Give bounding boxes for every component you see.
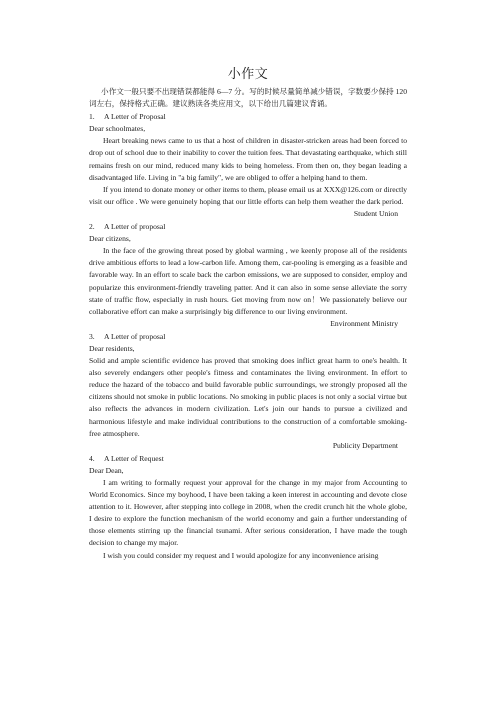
letter-signature: Environment Ministry <box>330 318 398 328</box>
page-title: 小作文 <box>227 66 269 81</box>
letter-salutation: Dear residents, <box>89 343 135 353</box>
letter-heading-text: A Letter of Proposal <box>104 112 166 122</box>
letter-3 <box>89 331 407 452</box>
letter-4 <box>89 453 407 562</box>
letter-number: 3. <box>89 331 95 341</box>
letter-number: 2. <box>89 222 95 232</box>
letter-heading <box>89 221 407 233</box>
document-content <box>89 86 407 562</box>
letter-heading <box>89 331 407 343</box>
letter-heading-text: A Letter of Request <box>104 453 164 463</box>
letter-heading <box>89 111 407 123</box>
letter-1 <box>89 111 407 220</box>
letter-salutation: Dear citizens, <box>89 234 131 244</box>
letter-paragraph: I wish you could consider my request and I would apologize for any inconvenience arising <box>103 550 379 560</box>
letter-salutation: Dear schoolmates, <box>89 124 146 134</box>
letter-paragraph: Solid and ample scientific evidence has proved that smoking does inflict great harm to one's health. It also severely endangers other people's fitness and contaminates the living environment. In effort to reduce the hazard of the tobacco and build favorable public surroundings, we strongly proposed all the citizens should not smoke in public locations. No smoking in public places is not only a social virtue but also reflects the advances in modern civilization. Let's join our hands to pursue a civilized and harmonious lifestyle and make individual contributions to the construction of a comfortable smoking-free atmosphere. <box>89 356 407 438</box>
letter-heading-text: A Letter of proposal <box>104 331 166 341</box>
letter-paragraph: Heart breaking news came to us that a host of children in disaster-stricken areas had been forced to drop out of school due to their inability to cover the tuition fees. That devastating earthquake, which still remains fresh on our mind, reduced many kids to being homeless. From then on, they began leading a disadvantaged life. Living in "a big family", we are obliged to offer a helping hand to them. <box>89 136 407 182</box>
letter-heading <box>89 453 407 465</box>
letter-signature: Student Union <box>353 208 398 218</box>
letter-salutation: Dear Dean, <box>89 465 124 475</box>
letter-paragraph: If you intend to donate money or other items to them, please email us at XXX@126.com or directly visit our office . We were genuinely hoping that our little efforts can help them weather the dark period. <box>89 184 407 206</box>
letter-number: 1. <box>89 112 95 122</box>
letter-paragraph: In the face of the growing threat posed by global warming , we keenly propose all of the residents drive ambitious efforts to lead a low-carbon life. Among them, car-pooling is emerging as a feasible and favorable way. In an effort to scale back the carbon emissions, we are supposed to consider, employ and popularize this environment-friendly traveling patter. And it can also in some sense alleviate the sorry state of traffic flow, especially in rush hours. Get moving from now on！We passionately believe our collaborative effort can make a surprisingly big difference to our living environment. <box>89 246 407 316</box>
letter-paragraph: I am writing to formally request your approval for the change in my major from Accounting to World Economics. Since my boyhood, I have been taking a keen interest in accounting and devote close attention to it. However, after stepping into college in 2008, when the credit crunch hit the whole globe, I desire to explore the function mechanism of the world economy and gain a further understanding of those elements stirring up the financial tsunami. After serious consideration, I have made the tough decision to change my major. <box>89 478 407 548</box>
intro-paragraph: 小作文一般只要不出现错误都能得 6—7 分。写的时候尽量简单减少错误，字数要少保持 120 词左右，保持格式正确。建议熟读各类应用文，以下给出几篇建议背诵。 <box>89 87 407 109</box>
letter-signature: Publicity Department <box>332 440 398 450</box>
letter-2 <box>89 221 407 330</box>
letter-heading-text: A Letter of proposal <box>104 222 166 232</box>
letter-number: 4. <box>89 453 95 463</box>
